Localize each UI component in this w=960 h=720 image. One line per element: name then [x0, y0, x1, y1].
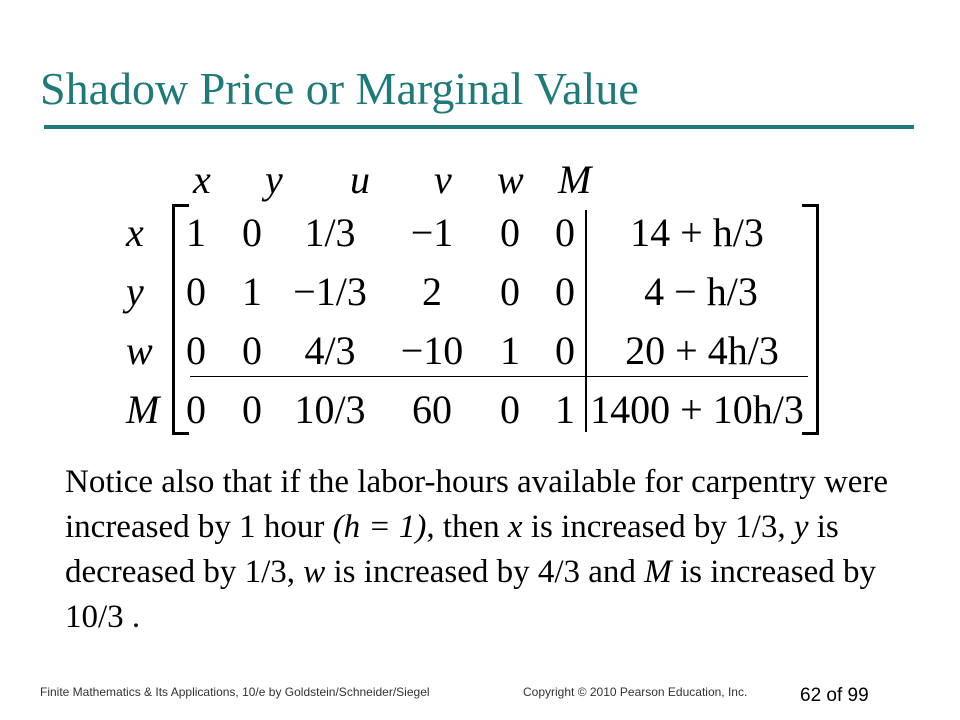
variable-y: y — [793, 509, 809, 545]
column-header-u: u — [350, 157, 370, 202]
matrix-right-bracket — [802, 204, 819, 435]
column-header-x: x — [193, 157, 211, 202]
tableau-cell: 1/3 — [304, 210, 356, 255]
tableau-cell: 0 — [555, 328, 575, 373]
column-header-w: w — [497, 157, 524, 202]
tableau-cell: 1 — [186, 210, 206, 255]
footer-book-credit: Finite Mathematics & Its Applications, 10/e by Goldstein/Schneider/Siegel — [40, 685, 430, 699]
variable-x: x — [507, 509, 523, 545]
row-label-y: y — [126, 269, 144, 314]
tableau-cell: 0 — [242, 210, 262, 255]
tableau-cell: 0 — [500, 269, 520, 314]
tableau-cell: 2 — [422, 269, 442, 314]
variable-w: w — [303, 554, 326, 590]
slide-title: Shadow Price or Marginal Value — [40, 63, 639, 114]
tableau-cell: 0 — [555, 210, 575, 255]
tableau-cell: 0 — [555, 269, 575, 314]
total-pages: of 99 — [826, 685, 869, 706]
column-header-v: v — [434, 157, 452, 202]
tableau-cell: −1/3 — [293, 269, 367, 314]
text-run: is increased by 10/3 . — [65, 554, 877, 635]
tableau-cell: 10/3 — [294, 387, 366, 432]
column-header-y: y — [265, 157, 283, 202]
tableau-cell: 4/3 — [304, 328, 356, 373]
column-header-M: M — [558, 157, 592, 202]
tableau-cell: 0 — [242, 328, 262, 373]
text-run: , then — [426, 509, 508, 545]
text-run: is increased by 4/3 and — [325, 554, 645, 590]
text-run: Notice also that if the labor-hours available for carpentry were increased by 1 hour — [65, 464, 889, 545]
explanation-paragraph — [65, 460, 915, 640]
text-run-italic: (h = 1) — [332, 509, 427, 545]
tableau-cell: 0 — [186, 328, 206, 373]
tableau-cell: 0 — [242, 387, 262, 432]
text-run: is decreased by 1/3, — [65, 509, 839, 590]
tableau-rhs: 1400 + 10h/3 — [590, 387, 804, 432]
tableau-rhs: 20 + 4h/3 — [625, 328, 779, 373]
tableau-cell: 0 — [186, 269, 206, 314]
current-page: 62 — [800, 685, 822, 706]
tableau-cell: 1 — [242, 269, 262, 314]
tableau-cell: −10 — [400, 328, 464, 373]
row-label-w: w — [126, 328, 153, 373]
tableau-cell: 0 — [500, 387, 520, 432]
objective-row-divider — [190, 376, 808, 377]
tableau-cell: 1 — [500, 328, 520, 373]
variable-M: M — [644, 554, 672, 590]
title-underline — [44, 125, 914, 129]
tableau-cell: 0 — [500, 210, 520, 255]
tableau-cell: −1 — [410, 210, 454, 255]
tableau-cell: 60 — [412, 387, 452, 432]
tableau-cell: 1 — [555, 387, 575, 432]
tableau-rhs: 4 − h/3 — [644, 269, 758, 314]
row-label-M: M — [126, 387, 160, 432]
footer-copyright: Copyright © 2010 Pearson Education, Inc. — [523, 685, 748, 699]
augment-divider — [585, 210, 587, 432]
page-number — [800, 685, 869, 707]
row-label-x: x — [126, 210, 144, 255]
tableau-cell: 0 — [186, 387, 206, 432]
text-run: is increased by 1/3, — [522, 509, 794, 545]
tableau-rhs: 14 + h/3 — [630, 210, 764, 255]
